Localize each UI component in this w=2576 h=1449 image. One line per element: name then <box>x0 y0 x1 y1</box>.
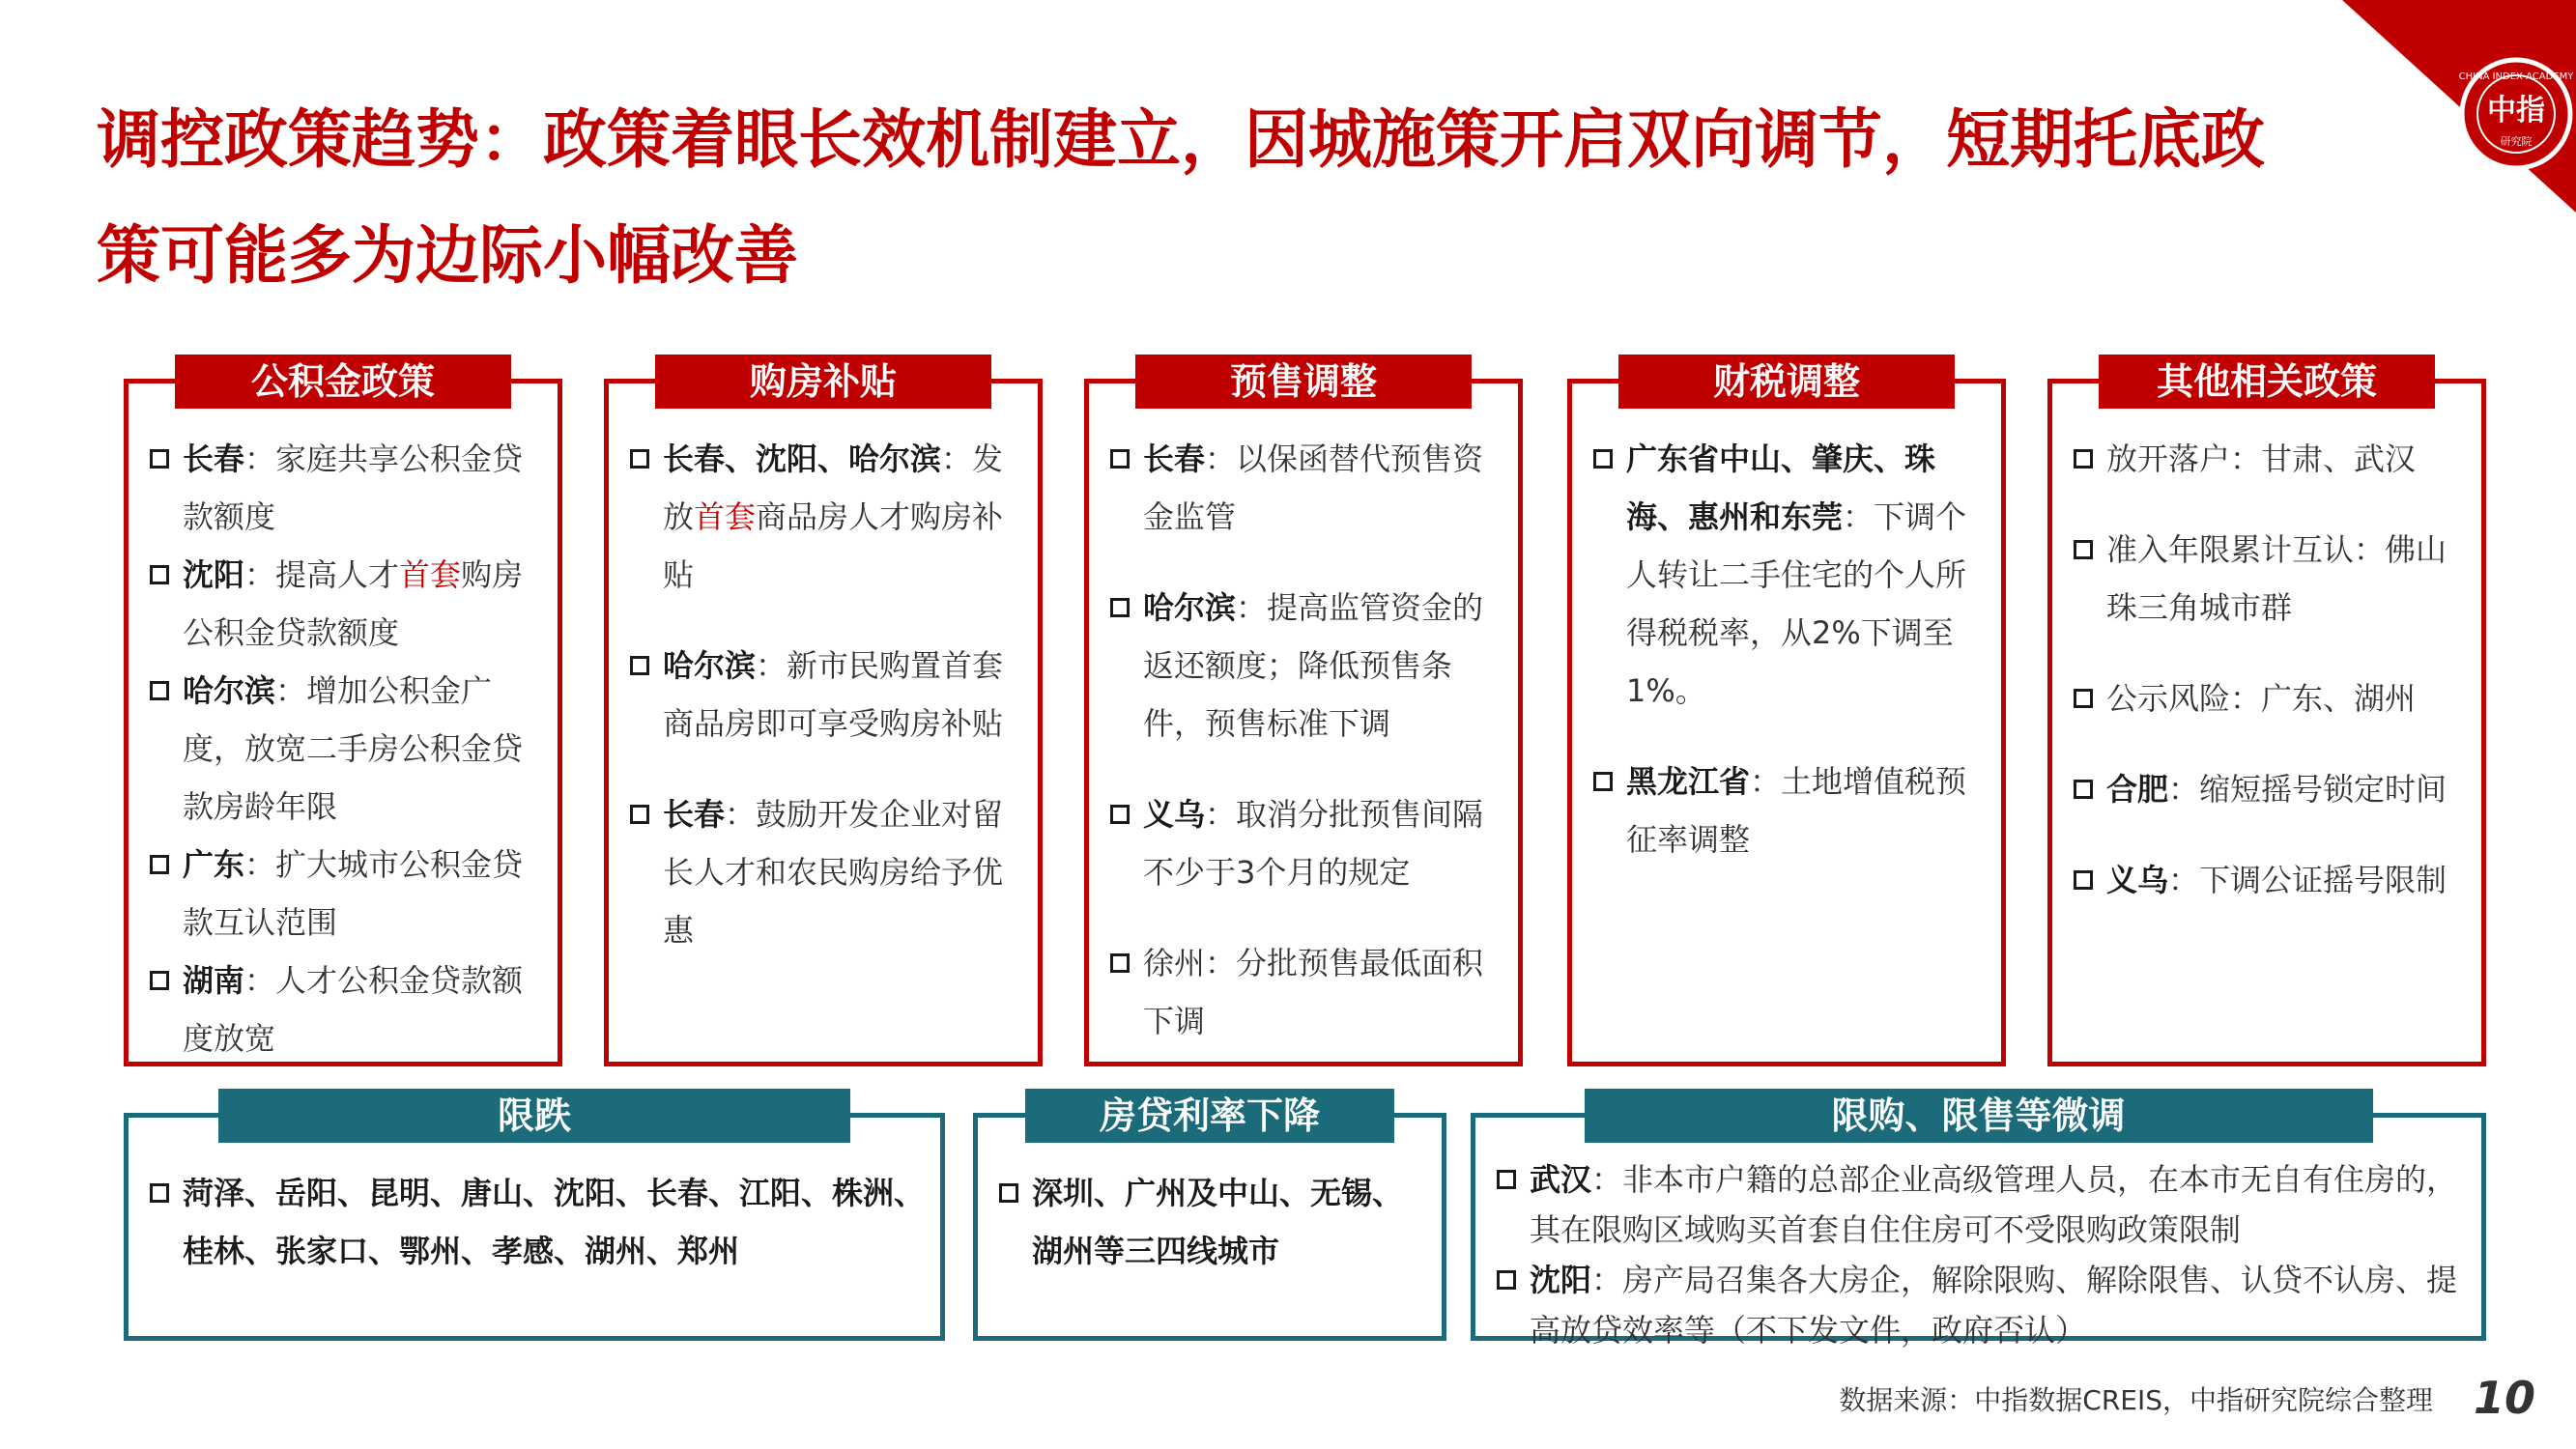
list-item: 哈尔滨：提高监管资金的返还额度；降低预售条件，预售标准下调 <box>1110 579 1504 753</box>
svg-text:中指: 中指 <box>2487 94 2545 128</box>
checkbox-bullet-icon <box>150 1183 169 1203</box>
list-item: 长春：鼓励开发企业对留长人才和农民购房给予优惠 <box>630 785 1024 959</box>
box-header: 其他相关政策 <box>2099 355 2435 409</box>
checkbox-bullet-icon <box>2074 780 2093 799</box>
list-item: 徐州：分批预售最低面积下调 <box>1110 934 1504 1050</box>
city-name: 哈尔滨 <box>663 647 757 684</box>
checkbox-bullet-icon <box>1110 953 1130 973</box>
city-name: 哈尔滨 <box>183 672 276 709</box>
list-item: 哈尔滨：增加公积金广度，放宽二手房公积金贷款房龄年限 <box>150 662 544 836</box>
list-item: 长春：以保函替代预售资金监管 <box>1110 430 1504 546</box>
city-name: 长春、沈阳、哈尔滨 <box>663 440 942 477</box>
list-item: 黑龙江省：土地增值税预征率调整 <box>1593 753 1988 868</box>
china-index-academy-logo <box>2342 0 2576 213</box>
highlight-text: 首套 <box>399 556 462 593</box>
city-name: 哈尔滨 <box>1143 589 1237 626</box>
box-header: 房贷利率下降 <box>1025 1089 1394 1143</box>
checkbox-bullet-icon <box>2074 449 2093 469</box>
home-purchase-subsidy-box <box>604 360 1043 1066</box>
list-item: 广东省中山、肇庆、珠海、惠州和东莞：下调个人转让二手住宅的个人所得税税率，从2%下调至1%。 <box>1593 430 1988 720</box>
city-name: 湖南 <box>183 962 245 999</box>
list-item: 菏泽、岳阳、昆明、唐山、沈阳、长春、江阳、株洲、桂林、张家口、鄂州、孝感、湖州、郑州 <box>150 1164 927 1280</box>
checkbox-bullet-icon <box>999 1183 1018 1203</box>
checkbox-bullet-icon <box>150 565 169 584</box>
checkbox-bullet-icon <box>150 971 169 990</box>
city-name: 沈阳 <box>1530 1262 1592 1298</box>
checkbox-bullet-icon <box>2074 870 2093 890</box>
list-item: 哈尔滨：新市民购置首套商品房即可享受购房补贴 <box>630 637 1024 753</box>
box-header: 财税调整 <box>1618 355 1955 409</box>
list-item: 深圳、广州及中山、无锡、湖州等三四线城市 <box>999 1164 1428 1280</box>
city-name: 沈阳 <box>183 556 245 593</box>
list-item: 义乌：取消分批预售间隔不少于3个月的规定 <box>1110 785 1504 901</box>
svg-text:CHINA INDEX ACADEMY: CHINA INDEX ACADEMY <box>2458 71 2574 82</box>
list-item: 义乌：下调公证摇号限制 <box>2074 851 2468 909</box>
data-source-note: 数据来源：中指数据CREIS，中指研究院综合整理 <box>1839 1384 2433 1416</box>
checkbox-bullet-icon <box>1110 598 1130 617</box>
mortgage-rate-cut-box <box>973 1094 1446 1341</box>
city-name: 义乌 <box>2106 862 2169 898</box>
checkbox-bullet-icon <box>150 855 169 874</box>
list-item: 湖南：人才公积金贷款额度放宽 <box>150 952 544 1067</box>
page-title-line-1: 调控政策趋势：政策着眼长效机制建立，因城施策开启双向调节，短期托底政 <box>97 102 2265 177</box>
list-item: 合肥：缩短摇号锁定时间 <box>2074 760 2468 818</box>
city-name: 黑龙江省 <box>1626 763 1751 800</box>
checkbox-bullet-icon <box>630 449 649 469</box>
list-item: 长春、沈阳、哈尔滨：发放首套商品房人才购房补贴 <box>630 430 1024 604</box>
city-name: 武汉 <box>1530 1161 1592 1198</box>
list-item: 长春：家庭共享公积金贷款额度 <box>150 430 544 546</box>
checkbox-bullet-icon <box>1110 449 1130 469</box>
checkbox-bullet-icon <box>1497 1170 1516 1189</box>
checkbox-bullet-icon <box>1497 1270 1516 1290</box>
box-header: 公积金政策 <box>175 355 511 409</box>
other-policies-box <box>2047 360 2486 1066</box>
city-name: 长春 <box>1143 440 1206 477</box>
city-name: 义乌 <box>1143 796 1206 833</box>
box-header: 购房补贴 <box>655 355 991 409</box>
city-name: 长春 <box>663 796 726 833</box>
city-name: 广东省中山、肇庆、珠海、惠州和东莞 <box>1626 440 1936 535</box>
checkbox-bullet-icon <box>2074 540 2093 559</box>
page-title-line-2: 策可能多为边际小幅改善 <box>97 218 798 293</box>
page-number: 10 <box>2473 1372 2535 1424</box>
checkbox-bullet-icon <box>2074 689 2093 708</box>
checkbox-bullet-icon <box>150 449 169 469</box>
city-name: 合肥 <box>2106 771 2169 808</box>
box-header: 预售调整 <box>1135 355 1472 409</box>
list-item: 广东：扩大城市公积金贷款互认范围 <box>150 836 544 952</box>
price-drop-limit-box <box>124 1094 945 1341</box>
city-name: 长春 <box>183 440 245 477</box>
city-name: 广东 <box>183 846 245 883</box>
checkbox-bullet-icon <box>630 805 649 824</box>
checkbox-bullet-icon <box>1110 805 1130 824</box>
checkbox-bullet-icon <box>630 656 649 675</box>
svg-text:研究院: 研究院 <box>2500 135 2533 148</box>
purchase-sale-restriction-box <box>1471 1094 2486 1349</box>
presale-adjustment-box <box>1084 360 1523 1066</box>
list-item: 放开落户：甘肃、武汉 <box>2074 430 2468 488</box>
housing-fund-policy-box <box>124 360 562 1066</box>
checkbox-bullet-icon <box>1593 449 1613 469</box>
fiscal-tax-adjustment-box <box>1567 360 2006 1066</box>
list-item: 沈阳：提高人才首套购房公积金贷款额度 <box>150 546 544 662</box>
list-item: 准入年限累计互认：佛山珠三角城市群 <box>2074 521 2468 637</box>
highlight-text: 首套 <box>694 498 757 535</box>
checkbox-bullet-icon <box>1593 772 1613 791</box>
list-item: 武汉：非本市户籍的总部企业高级管理人员，在本市无自有住房的，其在限购区域购买首套自住住房可不受限购政策限制 <box>1497 1154 2468 1255</box>
checkbox-bullet-icon <box>150 681 169 700</box>
list-item: 公示风险：广东、湖州 <box>2074 669 2468 727</box>
box-header: 限购、限售等微调 <box>1585 1089 2373 1143</box>
list-item: 沈阳：房产局召集各大房企，解除限购、解除限售、认贷不认房、提高放贷效率等（不下发文件，政府否认） <box>1497 1255 2468 1355</box>
box-header: 限跌 <box>218 1089 850 1143</box>
